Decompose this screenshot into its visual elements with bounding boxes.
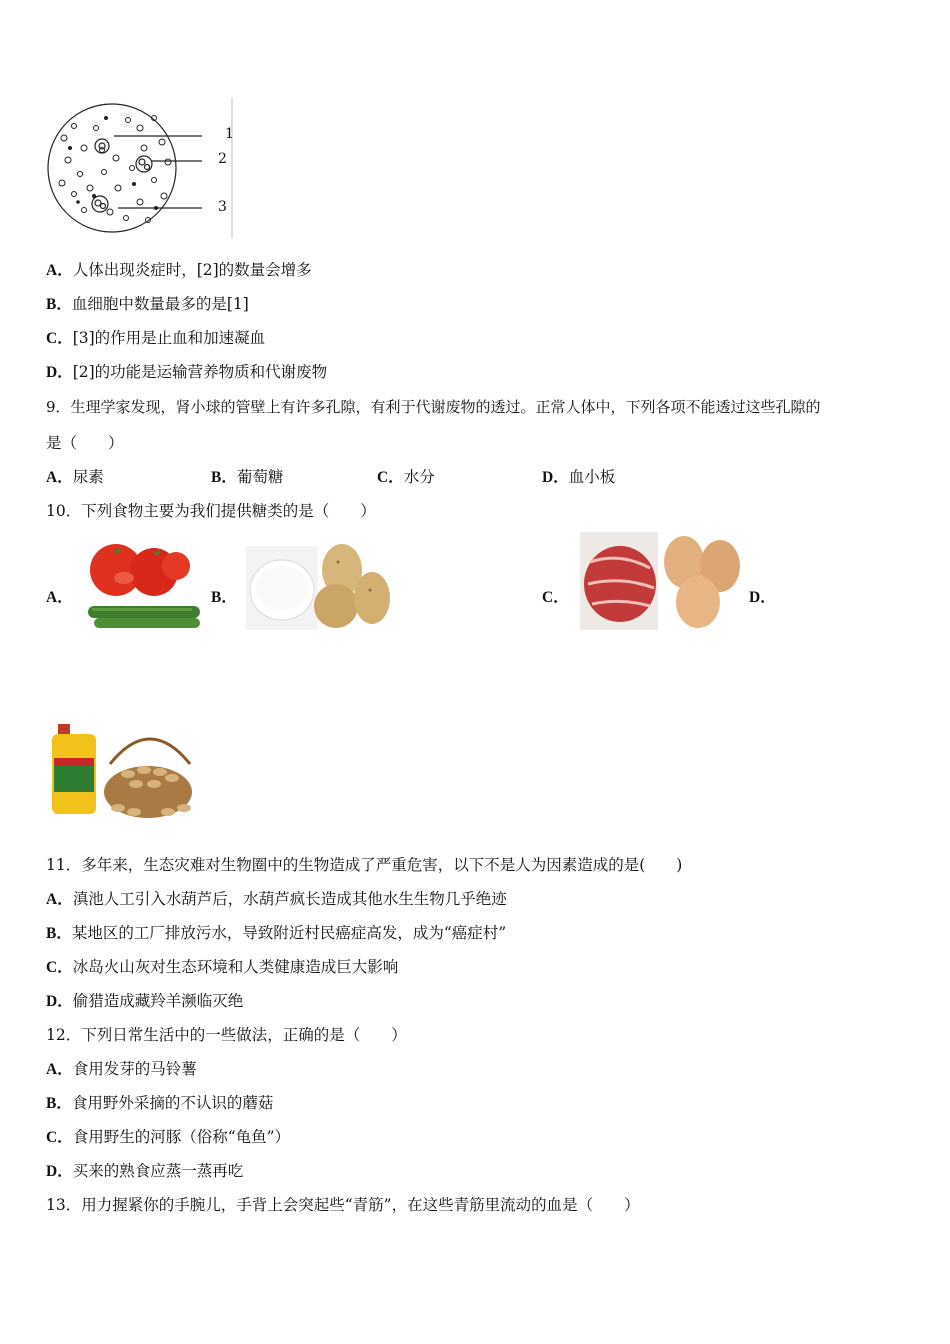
blood-smear-drawing bbox=[44, 98, 244, 238]
tomato-cucumber-picture bbox=[84, 536, 204, 632]
q8-option-a[interactable]: A．人体出现炎症时，[2]的数量会增多 bbox=[46, 261, 312, 279]
figure-label-2: 2 bbox=[218, 151, 227, 167]
q9-option-c[interactable]: C．水分 bbox=[377, 468, 435, 486]
q10-option-b-image[interactable] bbox=[246, 540, 394, 632]
q10-option-d-image[interactable] bbox=[48, 724, 198, 820]
q10-option-a-image[interactable] bbox=[84, 536, 204, 632]
blood-smear-figure bbox=[44, 98, 244, 238]
q10-option-c-image[interactable] bbox=[580, 532, 744, 630]
q8-option-b[interactable]: B．血细胞中数量最多的是[1] bbox=[46, 295, 249, 313]
q9-stem-line2: 是（ ） bbox=[46, 434, 124, 452]
q11-stem: 11．多年来，生态灾难对生物圈中的生物造成了严重危害，以下不是人为因素造成的是( ) bbox=[46, 856, 683, 874]
figure-label-1: 1 bbox=[225, 126, 234, 142]
q11-option-a[interactable]: A．滇池人工引入水葫芦后，水葫芦疯长造成其他水生生物几乎绝迹 bbox=[46, 890, 507, 908]
q12-stem: 12．下列日常生活中的一些做法，正确的是（ ） bbox=[46, 1026, 407, 1044]
q8-option-d[interactable]: D．[2]的功能是运输营养物质和代谢废物 bbox=[46, 363, 328, 381]
q9-stem-line1: 9．生理学家发现，肾小球的管壁上有许多孔隙，有利于代谢废物的透过。正常人体中，下列各项不能透过这些孔隙的 bbox=[46, 398, 821, 416]
q12-option-d[interactable]: D．买来的熟食应蒸一蒸再吃 bbox=[46, 1162, 244, 1180]
q10-option-a-label[interactable]: A． bbox=[46, 589, 73, 606]
q13-stem: 13．用力握紧你的手腕儿，手背上会突起些“青筋”，在这些青筋里流动的血是（ ） bbox=[46, 1196, 640, 1214]
q9-option-d[interactable]: D．血小板 bbox=[542, 468, 616, 486]
figure-label-3: 3 bbox=[218, 199, 227, 215]
q10-option-b-label[interactable]: B． bbox=[211, 589, 237, 606]
q10-option-d-label[interactable]: D． bbox=[749, 589, 776, 606]
q9-option-b[interactable]: B．葡萄糖 bbox=[211, 468, 284, 486]
q10-stem: 10．下列食物主要为我们提供糖类的是（ ） bbox=[46, 502, 376, 520]
q9-option-a[interactable]: A．尿素 bbox=[46, 468, 104, 486]
q8-option-c[interactable]: C．[3]的作用是止血和加速凝血 bbox=[46, 329, 266, 347]
q11-option-b[interactable]: B．某地区的工厂排放污水，导致附近村民癌症高发，成为“癌症村” bbox=[46, 924, 507, 942]
meat-egg-picture bbox=[580, 532, 744, 630]
q11-option-d[interactable]: D．偷猎造成藏羚羊濒临灭绝 bbox=[46, 992, 244, 1010]
q12-option-a[interactable]: A．食用发芽的马铃薯 bbox=[46, 1060, 197, 1078]
q12-option-b[interactable]: B．食用野外采摘的不认识的蘑菇 bbox=[46, 1094, 274, 1112]
q11-option-c[interactable]: C．冰岛火山灰对生态环境和人类健康造成巨大影响 bbox=[46, 958, 399, 976]
rice-potato-picture bbox=[246, 540, 394, 632]
q12-option-c[interactable]: C．食用野生的河豚（俗称“龟鱼”） bbox=[46, 1128, 291, 1146]
q10-option-c-label[interactable]: C． bbox=[542, 589, 569, 606]
oil-peanut-picture bbox=[48, 724, 198, 820]
